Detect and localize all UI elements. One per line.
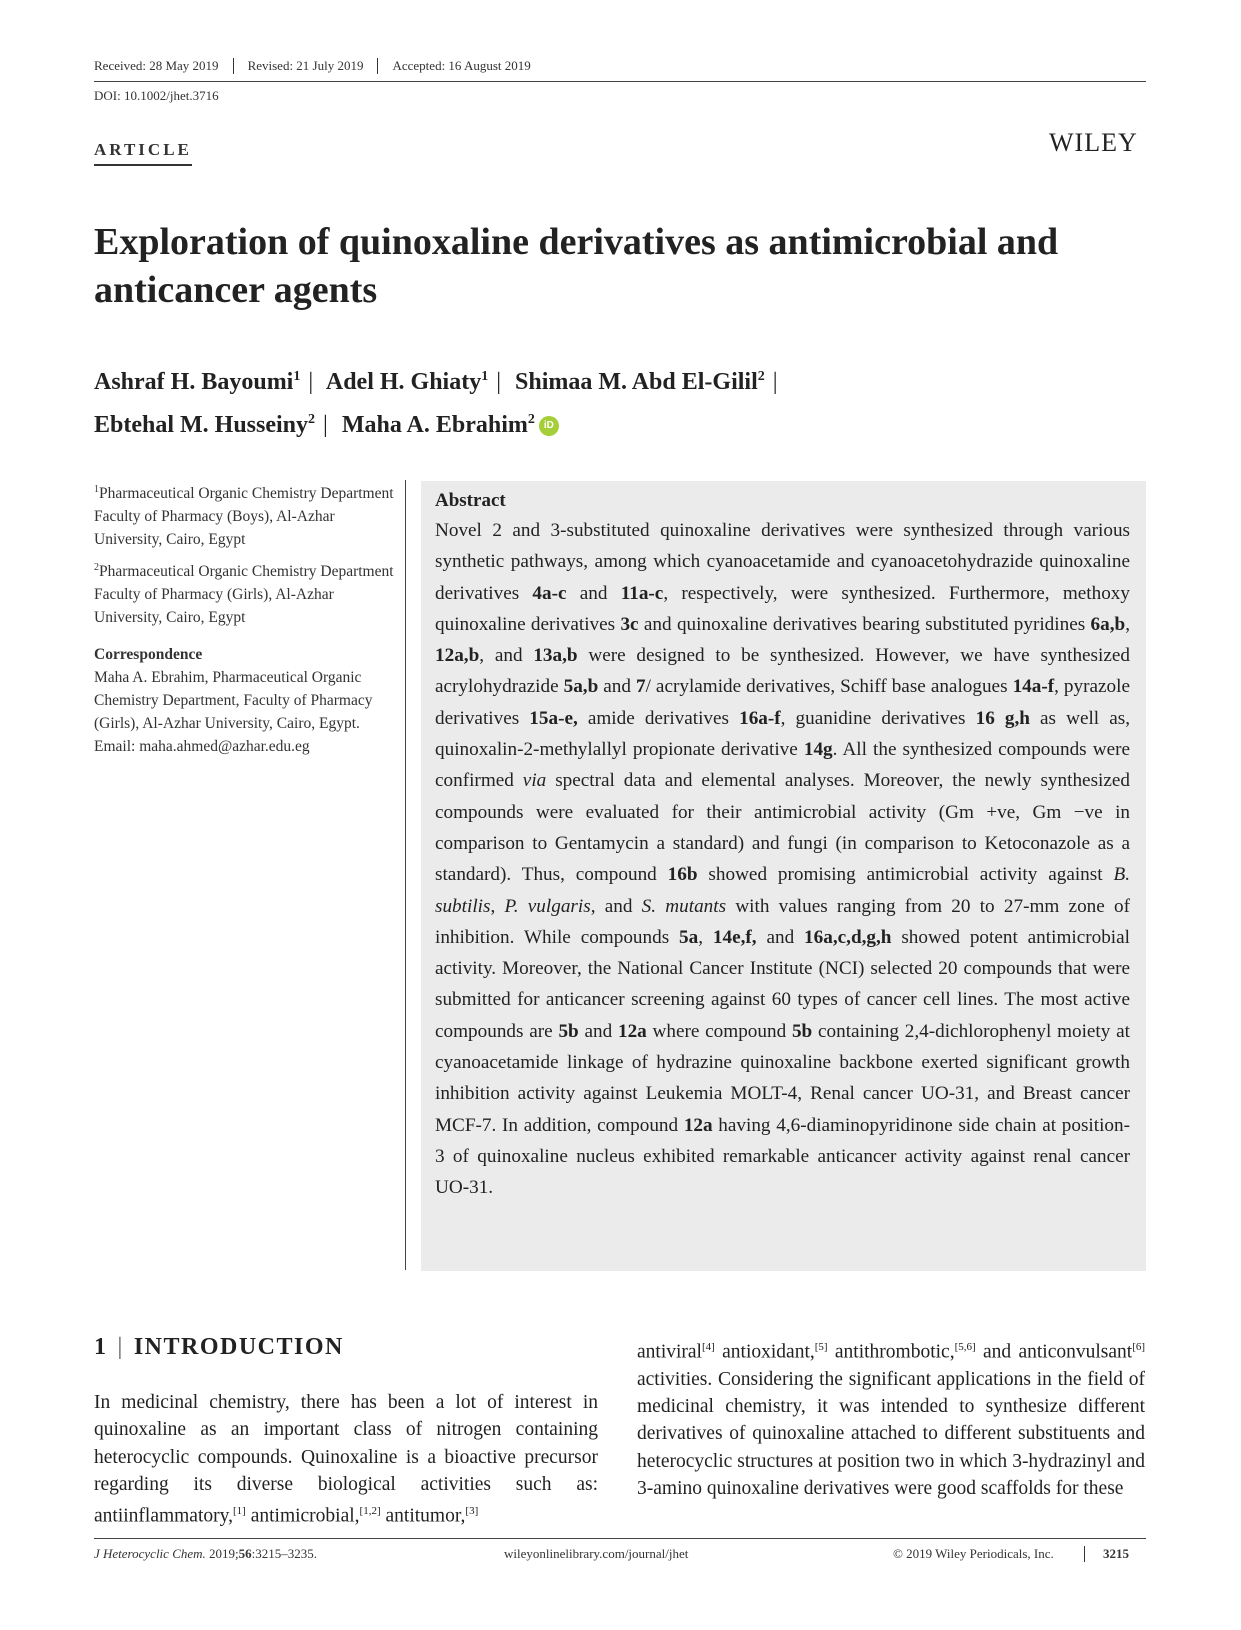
orcid-icon[interactable]: iD — [539, 416, 559, 436]
author-separator: | — [496, 369, 502, 395]
received-date: Received: 28 May 2019 — [94, 58, 219, 73]
affiliations — [94, 478, 394, 758]
intro-paragraph-left: In medicinal chemistry, there has been a lot of interest in quinoxaline as an important class of nitrogen containing heterocyclic compounds. Quinoxaline is a bioactive precursor regarding its diverse biological activities such as: antiinflammatory,[1] antimicrobial,[1,2] antitumor,[3] — [94, 1392, 598, 1527]
correspondence-heading: Correspondence — [94, 646, 203, 664]
abstract-heading: Abstract — [435, 490, 506, 511]
author[interactable]: Maha A. Ebrahim$^2$ — [341, 412, 535, 438]
author[interactable]: Ashraf H. Bayoumi$^1$ — [94, 369, 301, 395]
header-divider — [94, 81, 1146, 82]
publisher-logo: WILEY — [1049, 128, 1138, 157]
abstract-box — [421, 481, 1146, 1271]
affiliation: $^1$Pharmaceutical Organic Chemistry Department Faculty of Pharmacy (Boys), Al-Azhar University, Cairo, Egypt — [94, 484, 394, 549]
author-separator: | — [772, 369, 778, 395]
correspondence-email[interactable]: Email: maha.ahmed@azhar.edu.eg — [94, 738, 310, 756]
accepted-date: Accepted: 16 August 2019 — [377, 58, 544, 74]
paper-title: Exploration of quinoxaline derivatives as antimicrobial and anticancer agents — [94, 221, 1059, 311]
revised-date: Revised: 21 July 2019 — [233, 58, 378, 74]
section-title: INTRODUCTION — [133, 1334, 344, 1360]
author-separator: | — [323, 412, 328, 438]
section-number: 1 — [94, 1334, 108, 1360]
section-separator: | — [117, 1334, 124, 1360]
article-type-label: ARTICLE — [94, 140, 192, 166]
affiliation: $^2$Pharmaceutical Organic Chemistry Department Faculty of Pharmacy (Girls), Al-Azhar University, Cairo, Egypt — [94, 562, 394, 627]
author-list — [94, 358, 1094, 444]
author[interactable]: Ebtehal M. Husseiny$^2$ — [94, 412, 316, 438]
article-dates — [94, 58, 545, 74]
intro-paragraph-right: antiviral[4] antioxidant,[5] antithrombotic,[5,6] and anticonvulsant[6] activities. Considering the significant applications in the field of medicinal chemistry, it was intended to synthesize different derivatives of quinoxaline attached to different substituents and heterocyclic structures at position two in which 3-hydrazinyl and 3-amino quinoxaline derivatives were good scaffolds for these — [637, 1341, 1146, 1499]
footer-divider — [94, 1538, 1146, 1539]
section-heading-introduction — [94, 1334, 344, 1361]
footer-copyright: © 2019 Wiley Periodicals, Inc. — [893, 1546, 1054, 1561]
author[interactable]: Shimaa M. Abd El-Gilil$^2$ — [515, 369, 765, 395]
author-separator: | — [308, 369, 314, 395]
column-divider — [405, 480, 406, 1270]
author[interactable]: Adel H. Ghiaty$^1$ — [325, 369, 489, 395]
footer-journal-citation: J Heterocyclic Chem. 2019;56:3215–3235. — [94, 1546, 318, 1561]
correspondence-text: Maha A. Ebrahim, Pharmaceutical Organic Chemistry Department, Faculty of Pharmacy (Girls), Al-Azhar University, Cairo, Egypt. — [94, 669, 373, 733]
footer-journal-url[interactable]: wileyonlinelibrary.com/journal/jhet — [504, 1546, 689, 1561]
doi[interactable]: DOI: 10.1002/jhet.3716 — [94, 88, 219, 103]
page-number: 3215 — [1084, 1546, 1129, 1562]
abstract-text: Novel 2 and 3-substituted quinoxaline derivatives were synthesized through various synthetic pathways, among which cyanoacetamide and cyanoacetohydrazide quinoxaline derivatives 4a-c and 11a-c, respectively, were synthesized. Furthermore, methoxy quinoxaline derivatives 3c and quinoxaline derivatives bearing substituted pyridines 6a,b, 12a,b, and 13a,b were designed to be synthesized. However, we have synthesized acrylohydrazide 5a,b and 7/ acrylamide derivatives, Schiff base analogues 14a-f, pyrazole derivatives 15a-e, amide derivatives 16a-f, guanidine derivatives 16 g,h as well as, quinoxalin-2-methylallyl propionate derivative 14g. All the synthesized compounds were confirmed via spectral data and elemental analyses. Moreover, the newly synthesized compounds were evaluated for their antimicrobial activity (Gm +ve, Gm −ve in comparison to Gentamycin a standard) and fungi (in comparison to Ketoconazole as a standard). Thus, compound 16b showed promising antimicrobial activity against B. subtilis, P. vulgaris, and S. mutants with values ranging from 20 to 27-mm zone of inhibition. While compounds 5a, 14e,f, and 16a,c,d,g,h showed potent antimicrobial activity. Moreover, the National Cancer Institute (NCI) selected 20 compounds that were submitted for anticancer screening against 60 types of cancer cell lines. The most active compounds are 5b and 12a where compound 5b containing 2,4-dichlorophenyl moiety at cyanoacetamide linkage of hydrazine quinoxaline backbone exerted significant growth inhibition activity against Leukemia MOLT-4, Renal cancer UO-31, and Breast cancer MCF-7. In addition, compound 12a having 4,6-diaminopyridinone side chain at position-3 of quinoxaline nucleus exhibited remarkable anticancer activity against renal cancer UO-31. — [435, 520, 1131, 1199]
